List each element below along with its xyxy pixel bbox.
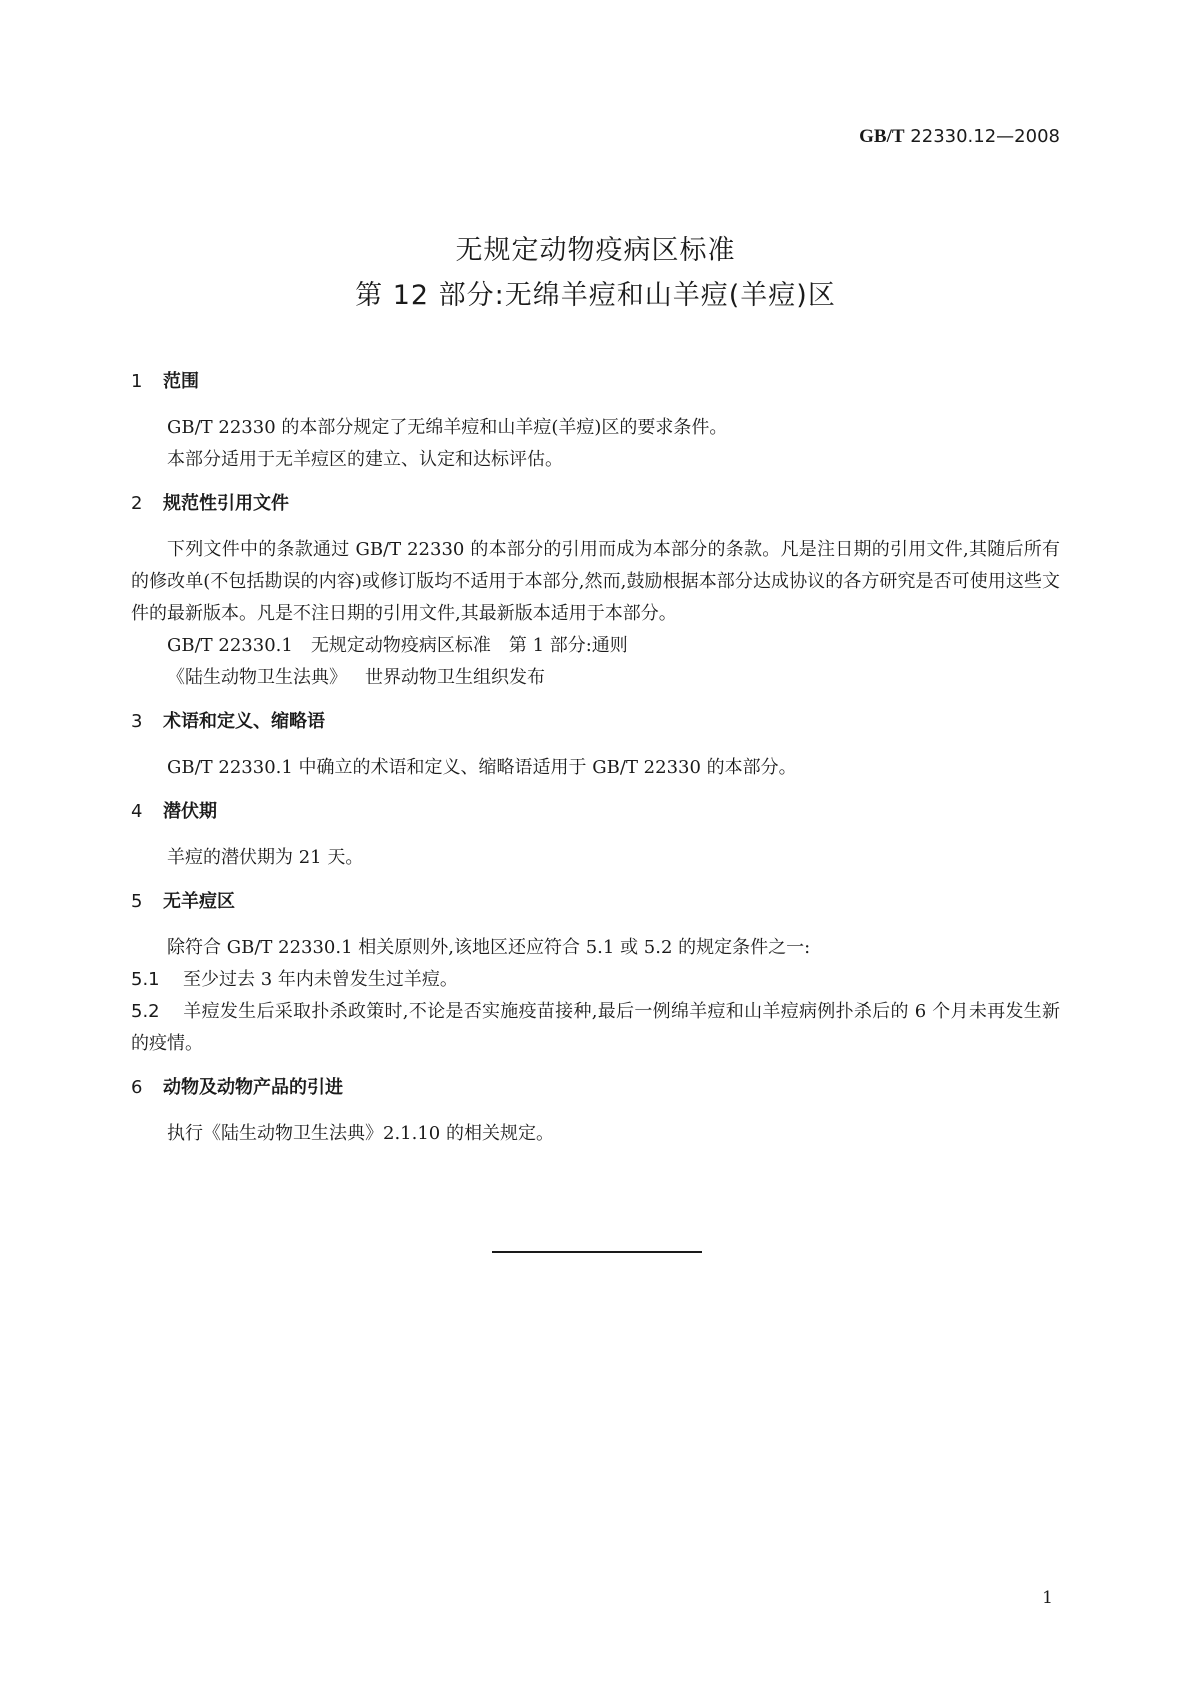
reference-title: 世界动物卫生组织发布 [365,667,545,688]
document-body [131,368,1060,1164]
section-title: 术语和定义、缩略语 [163,711,325,732]
standard-code [859,126,1060,148]
clause-number: 5.2 [131,1001,160,1022]
standard-prefix: GB/T [859,126,905,147]
section-import [131,1074,1060,1150]
section-number: 2 [131,493,143,514]
section-number: 6 [131,1077,143,1098]
section-heading [131,490,1060,518]
standard-number: 22330.12—2008 [910,126,1060,147]
section-title: 无羊痘区 [163,891,235,912]
section-number: 4 [131,801,143,822]
section-incubation-period [131,798,1060,874]
title-line-2: 第 12 部分:无绵羊痘和山羊痘(羊痘)区 [355,280,836,311]
section-heading [131,1074,1060,1102]
section-title: 规范性引用文件 [163,493,289,514]
section-free-zone [131,888,1060,1060]
document-title [0,228,1191,318]
section-heading [131,798,1060,826]
paragraph: 下列文件中的条款通过 GB/T 22330 的本部分的引用而成为本部分的条款。凡是注日期的引用文件,其随后所有的修改单(不包括勘误的内容)或修订版均不适用于本部分,然而,鼓励根据本部分达成协议的各方研究是否可使用这些文件的最新版本。凡是不注日期的引用文件,其最新版本适用于本部分。 [131,539,1060,624]
end-of-document-rule [492,1251,702,1253]
paragraph: 执行《陆生动物卫生法典》2.1.10 的相关规定。 [167,1123,554,1144]
section-number: 5 [131,891,143,912]
title-line-1: 无规定动物疫病区标准 [455,235,736,266]
reference-code: 《陆生动物卫生法典》 [167,667,347,688]
section-number: 1 [131,371,143,392]
section-title: 潜伏期 [163,801,217,822]
paragraph: 除符合 GB/T 22330.1 相关原则外,该地区还应符合 5.1 或 5.2 的规定条件之一: [167,937,811,958]
reference-title: 无规定动物疫病区标准 第 1 部分:通则 [310,635,628,656]
section-terms-definitions [131,708,1060,784]
section-normative-references [131,490,1060,694]
paragraph: GB/T 22330.1 中确立的术语和定义、缩略语适用于 GB/T 22330 的本部分。 [167,757,797,778]
section-title: 范围 [163,371,199,392]
section-heading [131,708,1060,736]
section-heading [131,368,1060,396]
reference-code: GB/T 22330.1 [167,635,293,656]
clause-text: 羊痘发生后采取扑杀政策时,不论是否实施疫苗接种,最后一例绵羊痘和山羊痘病例扑杀后的 6 个月未再发生新的疫情。 [131,1001,1060,1054]
clause-text: 至少过去 3 年内未曾发生过羊痘。 [183,969,458,990]
paragraph: 本部分适用于无羊痘区的建立、认定和达标评估。 [167,449,563,470]
paragraph: 羊痘的潜伏期为 21 天。 [167,847,364,868]
reference-item [131,662,1060,694]
clause-5-1 [131,964,1060,996]
section-title: 动物及动物产品的引进 [163,1077,343,1098]
reference-item [131,630,1060,662]
clause-number: 5.1 [131,969,160,990]
page-number: 1 [1042,1588,1053,1608]
clause-5-2 [131,996,1060,1060]
section-number: 3 [131,711,143,732]
paragraph: GB/T 22330 的本部分规定了无绵羊痘和山羊痘(羊痘)区的要求条件。 [167,417,728,438]
section-heading [131,888,1060,916]
section-scope [131,368,1060,476]
